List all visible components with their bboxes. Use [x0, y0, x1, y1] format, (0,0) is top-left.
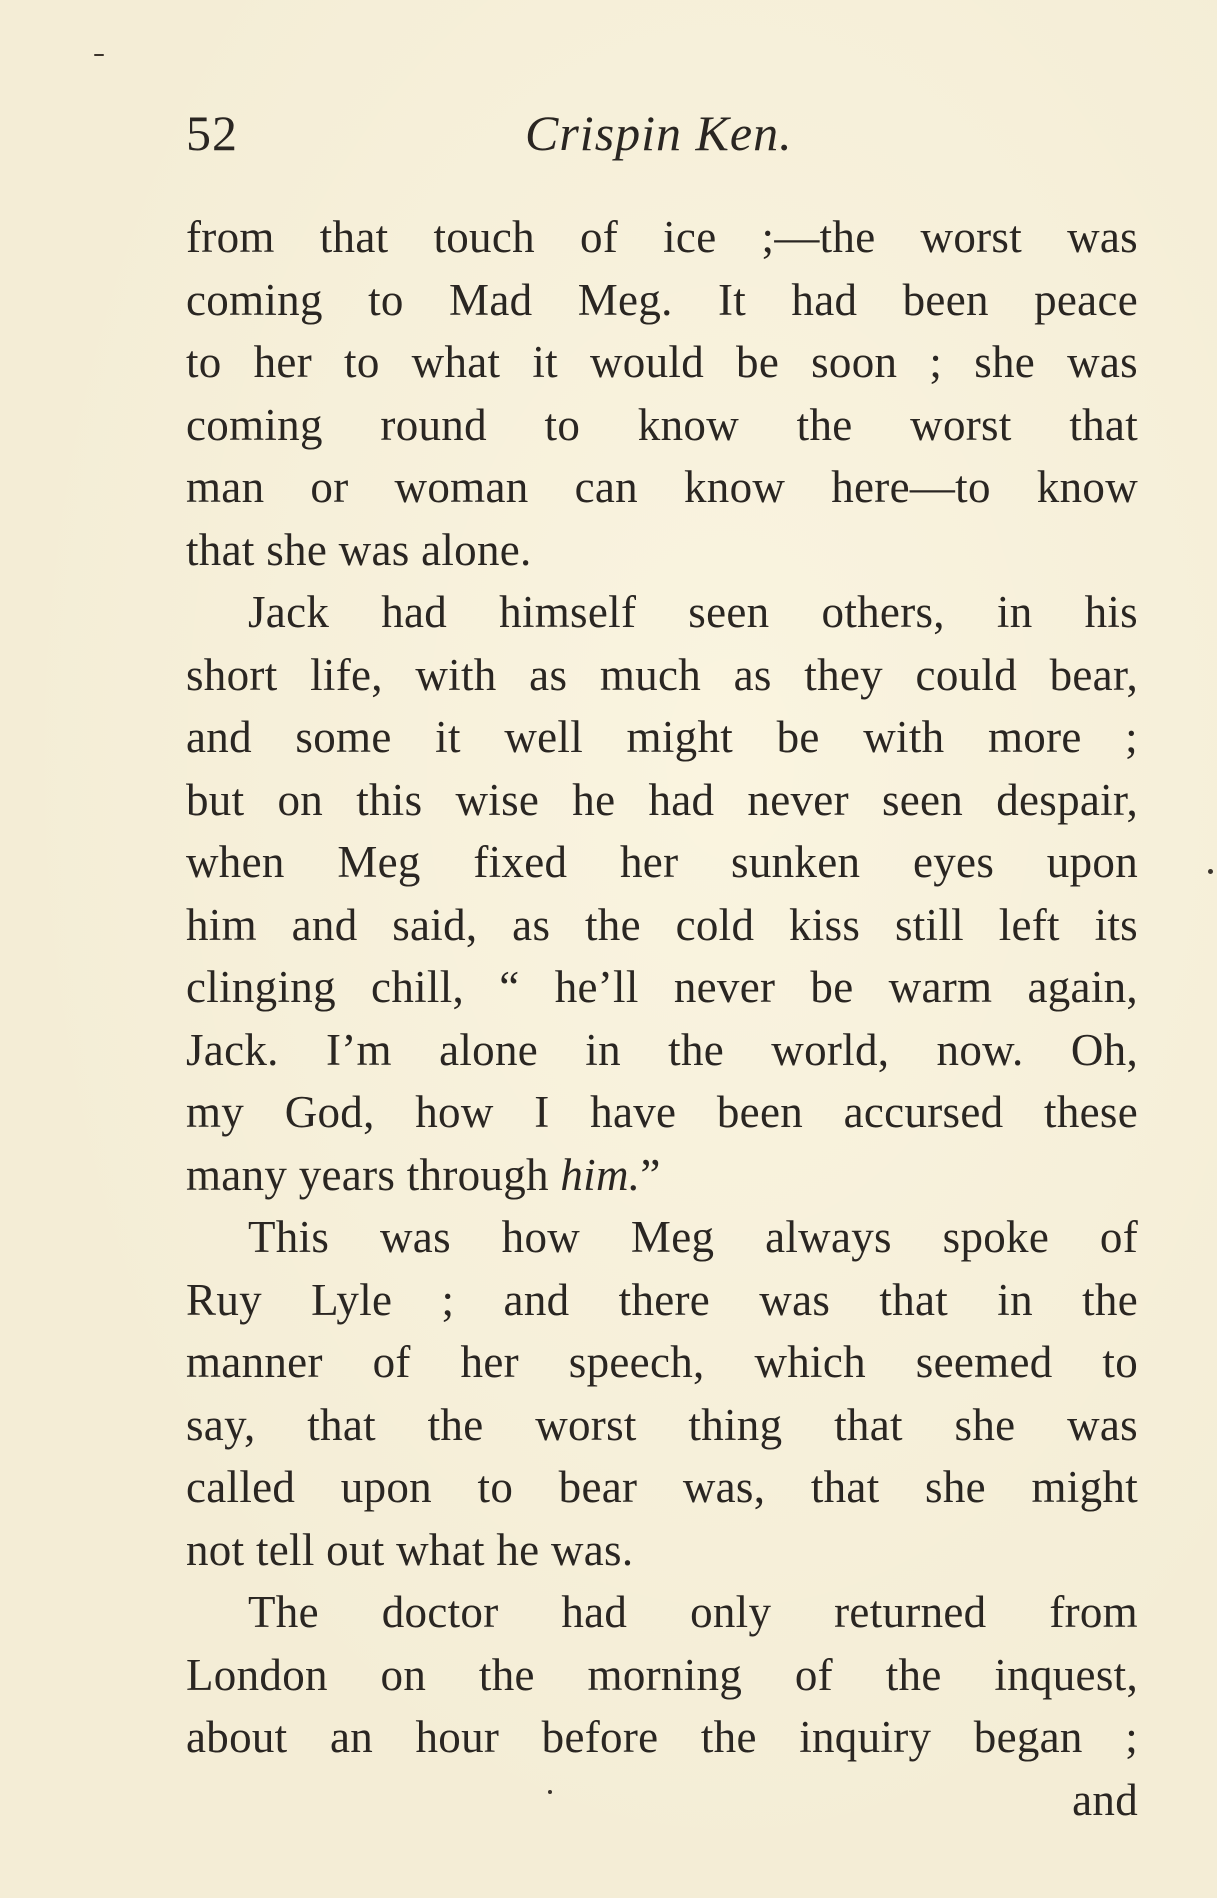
text-line: and some it well might be with more ;	[186, 712, 1138, 762]
text-line: Jack. I’m alone in the world, now. Oh,	[186, 1024, 1138, 1075]
text-line: not tell out what he was.	[186, 1524, 634, 1575]
text-line: him and said, as the cold kiss still left its	[186, 899, 1138, 950]
text-line: Ruy Lyle ; and there was that in the	[186, 1274, 1138, 1325]
ink-speck	[94, 54, 104, 56]
ink-speck	[548, 1790, 552, 1794]
text-line: The doctor had only returned from	[248, 1587, 1138, 1637]
catchword: and	[1072, 1774, 1138, 1825]
page-number: 52	[186, 105, 238, 161]
text-line: my God, how I have been accursed these	[186, 1087, 1138, 1137]
page-header	[186, 98, 1086, 168]
text-line: but on this wise he had never seen despair,	[186, 774, 1138, 825]
running-title: Crispin Ken.	[525, 105, 793, 161]
text-line: man or woman can know here—to know	[186, 462, 1138, 512]
text-line: called upon to bear was, that she might	[186, 1462, 1138, 1512]
text-line: This was how Meg always spoke of	[248, 1212, 1138, 1262]
text-line: coming round to know the worst that	[186, 399, 1138, 450]
text-line: that she was alone.	[186, 524, 532, 575]
text-line: from that touch of ice ;—the worst was	[186, 212, 1138, 262]
text-line: short life, with as much as they could bear,	[186, 649, 1138, 700]
text-line: clinging chill, “ he’ll never be warm again,	[186, 962, 1138, 1012]
text-line: to her to what it would be soon ; she was	[186, 337, 1138, 387]
text-line: about an hour before the inquiry began ;	[186, 1712, 1138, 1762]
body-text	[186, 206, 1138, 1831]
text-line: London on the morning of the inquest,	[186, 1649, 1138, 1700]
emphasized-word: him.	[560, 1149, 641, 1200]
closing-quote: ”	[640, 1149, 661, 1200]
text-line: manner of her speech, which seemed to	[186, 1337, 1138, 1387]
ink-speck	[1208, 869, 1213, 874]
text-line: Jack had himself seen others, in his	[248, 587, 1138, 637]
text-line-with-emphasis	[186, 1144, 1138, 1207]
text-fragment: many years through	[186, 1149, 561, 1200]
text-line: coming to Mad Meg. It had been peace	[186, 274, 1138, 325]
text-line: when Meg fixed her sunken eyes upon	[186, 837, 1138, 887]
text-line: say, that the worst thing that she was	[186, 1399, 1138, 1450]
